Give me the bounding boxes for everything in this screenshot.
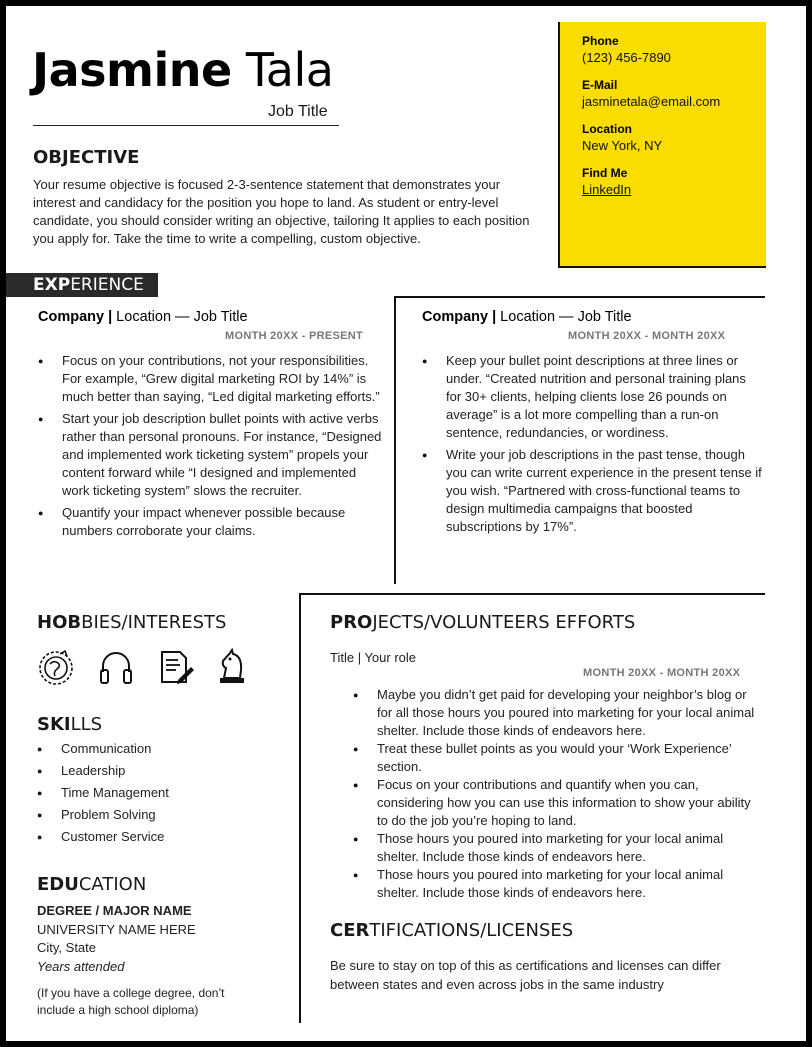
project-role: Title | Your role (330, 650, 416, 665)
job-entry-2 (422, 309, 762, 540)
location-value: New York, NY (582, 138, 663, 153)
list-item: ● Focus on your contributions and quantify when you can, considering how you can use this information to show your ability to do the job you’re hoping to land. (353, 776, 763, 830)
email-label: E-Mail (582, 78, 618, 92)
job-location-title: Location — Job Title (496, 309, 632, 325)
projects-heading-bold: PRO (330, 612, 373, 633)
experience-divider (394, 296, 396, 584)
experience-top-rule (395, 296, 765, 298)
job-location-title: Location — Job Title (112, 309, 248, 325)
document-pen-icon (158, 648, 194, 686)
projects-heading-rest: JECTS/VOLUNTEERS EFFORTS (372, 612, 636, 633)
skills-heading-rest: LLS (70, 714, 103, 735)
list-item: ● Leadership (37, 762, 277, 780)
list-item: ● Keep your bullet point descriptions at three lines or under. “Created nutrition and personal training plans for 30+ clients, helping clients lose 26 pounds on average” is a lot more compelling than a run-on sentence, redundancies, or wordiness. (422, 352, 762, 442)
university-city: City, State (37, 940, 97, 955)
list-item: ● Those hours you poured into marketing for your local animal shelter. Include those kinds of endeavors here. (353, 866, 763, 902)
job-entry-1 (38, 309, 384, 544)
project-dates: MONTH 20XX - MONTH 20XX (583, 667, 741, 679)
education-note: (If you have a college degree, don’t include a high school diploma) (37, 986, 225, 1017)
job-heading (38, 309, 384, 325)
experience-heading-rest: ERIENCE (70, 275, 144, 295)
job-bullets (38, 352, 384, 540)
certifications-text: Be sure to stay on top of this as certifications and licenses can differ between states and even across jobs in the same industry (330, 958, 721, 992)
first-name: Jasmine (32, 43, 232, 97)
headphones-icon (98, 648, 134, 686)
list-item: ● Those hours you poured into marketing for your local animal shelter. Include those kinds of endeavors here. (353, 830, 763, 866)
list-item: ● Start your job description bullet points with active verbs rather than personal pronouns. For instance, “Designed and implemented work ticketing system” propels your content forward while “I designed and implemented work ticketing system” slows the recruiter. (38, 410, 384, 500)
list-item: ● Write your job descriptions in the past tense, though you can write current experience in the present tense if you wish. “Partnered with cross-functional teams to design multimedia campaigns that boosted subscriptions by 17%”. (422, 446, 762, 536)
objective-heading: OBJECTIVE (33, 147, 140, 168)
company-name: Company | (38, 309, 113, 325)
contact-box (558, 22, 766, 268)
list-item: ● Problem Solving (37, 806, 277, 824)
hobbies-heading (37, 612, 226, 633)
project-bullets (353, 686, 763, 902)
degree-name: DEGREE / MAJOR NAME (37, 903, 192, 918)
list-item: ● Focus on your contributions, not your responsibilities. For example, “Grew digital marketing ROI by 14%” is much better than saying, “Led digital marketing efforts.” (38, 352, 384, 406)
certifications-heading-bold: CER (330, 920, 370, 941)
education-heading (37, 874, 146, 895)
list-item: ● Communication (37, 740, 277, 758)
years-attended: Years attended (37, 958, 125, 974)
list-item: ● Time Management (37, 784, 277, 802)
name-divider (33, 125, 339, 126)
phone-label: Phone (582, 34, 619, 48)
education-heading-bold: EDU (37, 874, 79, 895)
skills-heading-bold: SKI (37, 714, 71, 735)
job-heading (422, 309, 762, 325)
globe-icon (38, 648, 74, 686)
last-name: Tala (245, 43, 334, 97)
location-label: Location (582, 122, 632, 136)
projects-heading (330, 612, 635, 633)
linkedin-link[interactable]: LinkedIn (582, 182, 632, 197)
experience-heading-bold: EXP (33, 275, 71, 295)
company-name: Company | (422, 309, 497, 325)
projects-top-rule (299, 593, 765, 595)
candidate-name (32, 42, 333, 98)
chess-knight-icon (214, 648, 250, 686)
phone-value: (123) 456-7890 (582, 50, 671, 65)
job-bullets (422, 352, 762, 536)
list-item: ● Customer Service (37, 828, 277, 846)
skills-list (37, 740, 277, 850)
objective-text: Your resume objective is focused 2-3-sentence statement that demonstrates your interest and candidacy for the position you hope to land. As student or entry-level candidate, you should consider writing an objective, tailoring It applies to each position you apply for. Take the time to write a compelling, custom objective. (33, 177, 530, 246)
university-name: UNIVERSITY NAME HERE (37, 921, 196, 937)
projects-divider (299, 593, 301, 1023)
resume-page (6, 6, 806, 1041)
job-dates: MONTH 20XX - MONTH 20XX (568, 330, 726, 342)
hobbies-heading-rest: BIES/INTERESTS (81, 612, 227, 633)
list-item: ● Treat these bullet points as you would your ‘Work Experience’ section. (353, 740, 763, 776)
skills-heading (37, 714, 102, 735)
certifications-heading (330, 920, 573, 941)
findme-label: Find Me (582, 166, 628, 180)
list-item: ● Maybe you didn’t get paid for developing your neighbor’s blog or for all those hours you poured into marketing for your local animal shelter. Include those kinds of endeavors here. (353, 686, 763, 740)
job-title: Job Title (268, 103, 328, 120)
list-item: ● Quantify your impact whenever possible because numbers corroborate your claims. (38, 504, 384, 540)
experience-heading (6, 273, 158, 297)
job-dates: MONTH 20XX - PRESENT (225, 330, 364, 342)
education-block (37, 902, 287, 1019)
certifications-heading-rest: TIFICATIONS/LICENSES (369, 920, 574, 941)
education-heading-rest: CATION (78, 874, 147, 895)
hobbies-heading-bold: HOB (37, 612, 82, 633)
hobby-icons (38, 648, 238, 688)
email-value: jasminetala@email.com (582, 94, 721, 109)
